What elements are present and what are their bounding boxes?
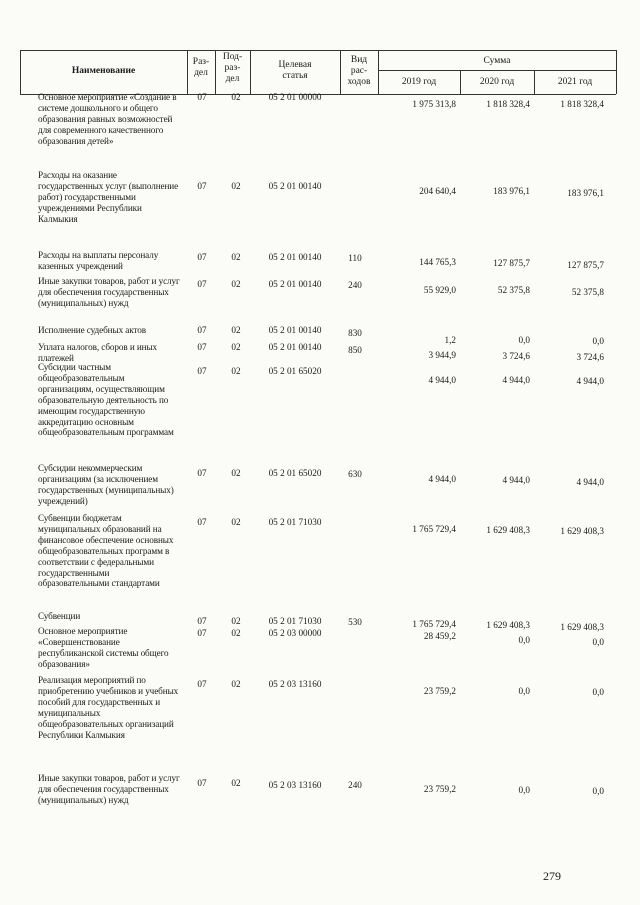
header-summa: Сумма bbox=[483, 56, 511, 66]
header-csr: Целевая статья bbox=[278, 60, 312, 81]
row-podrazdel: 02 bbox=[231, 778, 241, 788]
row-csr: 05 2 01 65020 bbox=[268, 468, 322, 478]
row-sum-2019: 28 459,2 bbox=[423, 631, 456, 641]
row-razdel: 07 bbox=[197, 366, 207, 376]
row-csr: 05 2 01 00140 bbox=[268, 181, 322, 191]
row-razdel: 07 bbox=[197, 325, 207, 335]
row-sum-2020: 4 944,0 bbox=[502, 475, 530, 485]
row-podrazdel: 02 bbox=[231, 468, 241, 478]
row-name: Реализация мероприятий по приобретению учебников и учебных пособий для государственных и муниципальных общеобразовательных организаций Республики Калмыкия bbox=[38, 675, 179, 740]
row-razdel: 07 bbox=[197, 517, 207, 527]
row-sum-2019: 144 765,3 bbox=[419, 257, 456, 267]
row-podrazdel: 02 bbox=[231, 181, 241, 191]
row-podrazdel: 02 bbox=[231, 679, 241, 689]
row-sum-2020: 0,0 bbox=[518, 635, 530, 645]
row-sum-2020: 3 724,6 bbox=[502, 351, 530, 361]
row-name: Основное мероприятие «Совершенствование республиканской системы общего образования» bbox=[38, 626, 169, 669]
row-name: Субсидии частным общеобразовательным организациям, осуществляющим образовательную деятельность по имеющим государственную аккредитацию основным общеобразовательным программам bbox=[38, 362, 174, 438]
row-razdel: 07 bbox=[197, 628, 207, 638]
row-name: Иные закупки товаров, работ и услуг для обеспечения государственных (муниципальных) нужд bbox=[38, 773, 180, 805]
row-csr: 05 2 03 13160 bbox=[268, 780, 322, 790]
row-sum-2019: 4 944,0 bbox=[428, 474, 456, 484]
row-sum-2020: 183 976,1 bbox=[493, 186, 530, 196]
row-csr: 05 2 01 71030 bbox=[268, 616, 322, 626]
row-sum-2021: 52 375,8 bbox=[571, 287, 604, 297]
row-sum-2019: 23 759,2 bbox=[423, 784, 456, 794]
row-sum-2021: 1 818 328,4 bbox=[560, 99, 604, 109]
row-sum-2021: 1 629 408,3 bbox=[560, 526, 604, 536]
row-sum-2019: 204 640,4 bbox=[419, 186, 456, 196]
row-sum-2021: 0,0 bbox=[592, 786, 604, 796]
row-podrazdel: 02 bbox=[231, 279, 241, 289]
row-name: Расходы на оказание государственных услуг (выполнение работ) государственными учреждениями Республики Калмыкия bbox=[38, 170, 179, 224]
row-vr: 850 bbox=[348, 345, 362, 355]
row-podrazdel: 02 bbox=[231, 92, 241, 102]
row-sum-2021: 127 875,7 bbox=[567, 260, 604, 270]
row-csr: 05 2 01 00140 bbox=[268, 342, 322, 352]
row-sum-2020: 1 629 408,3 bbox=[486, 620, 530, 630]
header-podrazdel: Под- раз- дел bbox=[222, 52, 243, 84]
row-sum-2020: 4 944,0 bbox=[502, 375, 530, 385]
row-sum-2020: 0,0 bbox=[518, 785, 530, 795]
header-top-border bbox=[20, 50, 616, 51]
row-sum-2019: 1 765 729,4 bbox=[412, 619, 456, 629]
row-sum-2021: 0,0 bbox=[592, 687, 604, 697]
row-sum-2019: 4 944,0 bbox=[428, 375, 456, 385]
row-csr: 05 2 03 13160 bbox=[268, 679, 322, 689]
header-vr: Вид рас- ходов bbox=[347, 55, 371, 87]
row-name: Уплата налогов, сборов и иных платежей bbox=[38, 342, 158, 363]
row-sum-2019: 3 944,9 bbox=[428, 350, 456, 360]
row-podrazdel: 02 bbox=[231, 616, 241, 626]
row-name: Субвенции bbox=[38, 611, 81, 621]
row-name: Иные закупки товаров, работ и услуг для обеспечения государственных (муниципальных) нужд bbox=[38, 276, 180, 308]
row-sum-2020: 52 375,8 bbox=[497, 285, 530, 295]
header-razdel: Раз- дел bbox=[192, 57, 210, 78]
row-vr: 630 bbox=[348, 469, 362, 479]
header-year-2021: 2021 год bbox=[557, 77, 593, 87]
row-podrazdel: 02 bbox=[231, 325, 241, 335]
page-number: 279 bbox=[543, 869, 561, 883]
row-name: Субсидии некоммерческим организациям (за исключением государственных (муниципальных) учреждений) bbox=[38, 463, 174, 506]
header-year-2019: 2019 год bbox=[401, 77, 437, 87]
row-vr: 530 bbox=[348, 617, 362, 627]
row-csr: 05 2 01 00140 bbox=[268, 252, 322, 262]
row-csr: 05 2 01 65020 bbox=[268, 366, 322, 376]
row-name: Исполнение судебных актов bbox=[38, 325, 147, 335]
row-name: Расходы на выплаты персоналу казенных учреждений bbox=[38, 250, 159, 271]
row-sum-2020: 1 818 328,4 bbox=[486, 99, 530, 109]
row-sum-2021: 0,0 bbox=[592, 336, 604, 346]
row-sum-2021: 1 629 408,3 bbox=[560, 622, 604, 632]
row-csr: 05 2 01 71030 bbox=[268, 517, 322, 527]
header-name: Наименование bbox=[71, 66, 136, 76]
row-sum-2021: 0,0 bbox=[592, 637, 604, 647]
row-vr: 830 bbox=[348, 328, 362, 338]
row-csr: 05 2 01 00140 bbox=[268, 325, 322, 335]
row-sum-2020: 0,0 bbox=[518, 335, 530, 345]
row-sum-2020: 1 629 408,3 bbox=[486, 525, 530, 535]
row-razdel: 07 bbox=[197, 616, 207, 626]
row-razdel: 07 bbox=[197, 92, 207, 102]
row-vr: 110 bbox=[348, 253, 362, 263]
row-vr: 240 bbox=[348, 280, 362, 290]
row-sum-2021: 4 944,0 bbox=[576, 376, 604, 386]
row-csr: 05 2 01 00140 bbox=[268, 279, 322, 289]
row-podrazdel: 02 bbox=[231, 517, 241, 527]
row-sum-2021: 3 724,6 bbox=[576, 352, 604, 362]
row-podrazdel: 02 bbox=[231, 628, 241, 638]
row-podrazdel: 02 bbox=[231, 252, 241, 262]
row-sum-2019: 55 929,0 bbox=[423, 285, 456, 295]
row-sum-2020: 0,0 bbox=[518, 686, 530, 696]
row-name: Субвенции бюджетам муниципальных образований на финансовое обеспечение основных общеобразовательных программ в соответствии с федеральными государственными образовательными стандартами bbox=[38, 513, 174, 589]
row-sum-2019: 23 759,2 bbox=[423, 686, 456, 696]
row-sum-2019: 1 975 313,8 bbox=[412, 99, 456, 109]
row-razdel: 07 bbox=[197, 778, 207, 788]
row-razdel: 07 bbox=[197, 181, 207, 191]
row-podrazdel: 02 bbox=[231, 366, 241, 376]
row-razdel: 07 bbox=[197, 279, 207, 289]
row-razdel: 07 bbox=[197, 679, 207, 689]
row-vr: 240 bbox=[348, 780, 362, 790]
row-csr: 05 2 01 00000 bbox=[268, 92, 322, 102]
row-csr: 05 2 03 00000 bbox=[268, 628, 322, 638]
row-sum-2019: 1 765 729,4 bbox=[412, 524, 456, 534]
row-sum-2020: 127 875,7 bbox=[493, 258, 530, 268]
row-razdel: 07 bbox=[197, 468, 207, 478]
row-sum-2021: 4 944,0 bbox=[576, 477, 604, 487]
row-sum-2021: 183 976,1 bbox=[567, 188, 604, 198]
header-right-border bbox=[616, 50, 617, 94]
row-razdel: 07 bbox=[197, 252, 207, 262]
row-sum-2019: 1,2 bbox=[444, 335, 456, 345]
header-year-2020: 2020 год bbox=[479, 77, 515, 87]
row-podrazdel: 02 bbox=[231, 342, 241, 352]
row-razdel: 07 bbox=[197, 342, 207, 352]
header-sum-divider bbox=[378, 70, 616, 71]
row-name: Основное мероприятие «Создание в системе дошкольного и общего образования равных возможностей для современного качественного образования детей» bbox=[38, 92, 177, 146]
